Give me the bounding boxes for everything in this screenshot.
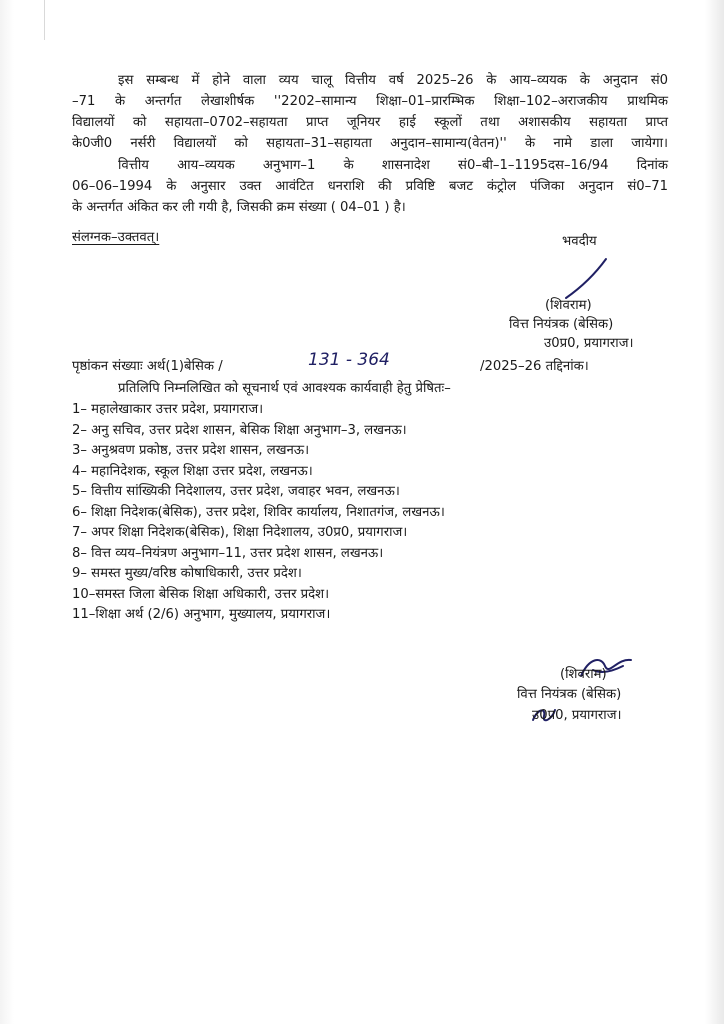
handwritten-endorsement-number: 131 - 364: [308, 350, 390, 370]
para2-line-3: के अन्तर्गत अंकित कर ली गयी है, जिसकी क्रम संख्या ( 04–01 ) है।: [72, 200, 406, 215]
recipient-item: 4– महानिदेशक, स्कूल शिक्षा उत्तर प्रदेश, लखनऊ।: [72, 464, 313, 479]
recipient-item: 5– वित्तीय सांख्यिकी निदेशालय, उत्तर प्रदेश, जवाहर भवन, लखनऊ।: [72, 484, 400, 499]
endorsement-suffix: /2025–26 तद्दिनांक।: [480, 359, 589, 374]
para1-line-2: –71 के अन्तर्गत लेखाशीर्षक ''2202–सामान्य शिक्षा–01–प्रारम्भिक शिक्षा–102–अराजकीय प्राथमिक: [72, 94, 668, 109]
signatory-name-2: (शिवराम): [560, 667, 607, 682]
closing-bhavdiya: भवदीय: [562, 234, 597, 249]
recipient-item: 3– अनुश्रवण प्रकोष्ठ, उत्तर प्रदेश शासन, लखनऊ।: [72, 443, 310, 458]
enclosure-note: संलग्नक–उक्तवत्।: [72, 230, 160, 245]
recipient-item: 6– शिक्षा निदेशक(बेसिक), उत्तर प्रदेश, शिविर कार्यालय, निशातगंज, लखनऊ।: [72, 505, 445, 520]
para1-line-4: के0जी0 नर्सरी विद्यालयों को सहायता–31–सहायता अनुदान–सामान्य(वेतन)'' के नामे डाला जायेगा।: [72, 136, 668, 151]
signatory-designation-1: वित्त नियंत्रक (बेसिक): [509, 317, 614, 332]
recipient-item: 1– महालेखाकार उत्तर प्रदेश, प्रयागराज।: [72, 402, 264, 417]
signatory-name-1: (शिवराम): [545, 298, 592, 313]
signatory-designation-2: वित्त नियंत्रक (बेसिक): [517, 687, 622, 702]
para2-line-1: वित्तीय आय–व्ययक अनुभाग–1 के शासनादेश सं0–बी–1–1195दस–16/94 दिनांक: [118, 158, 668, 173]
endorsement-intro: प्रतिलिपि निम्नलिखित को सूचनार्थ एवं आवश्यक कार्यवाही हेतु प्रेषितः–: [118, 381, 451, 396]
signatory-location-2: उ0प्र0, प्रयागराज।: [532, 708, 622, 723]
endorsement-prefix: पृष्ठांकन संख्याः अर्थ(1)बेसिक /: [72, 359, 223, 374]
recipient-item: 7– अपर शिक्षा निदेशक(बेसिक), शिक्षा निदेशालय, उ0प्र0, प्रयागराज।: [72, 525, 408, 540]
recipient-item: 9– समस्त मुख्य/वरिष्ठ कोषाधिकारी, उत्तर प्रदेश।: [72, 566, 302, 581]
signature-stroke-1: [560, 256, 610, 302]
recipient-item: 10–समस्त जिला बेसिक शिक्षा अधिकारी, उत्तर प्रदेश।: [72, 587, 330, 602]
para2-line-2: 06–06–1994 के अनुसार उक्त आवंटित धनराशि की प्रविष्टि बजट कंट्रोल पंजिका अनुदान सं0–71: [72, 179, 668, 194]
signatory-location-1: उ0प्र0, प्रयागराज।: [544, 336, 634, 351]
recipient-item: 8– वित्त व्यय–नियंत्रण अनुभाग–11, उत्तर प्रदेश शासन, लखनऊ।: [72, 546, 384, 561]
para1-line-3: विद्यालयों को सहायता–0702–सहायता प्राप्त जूनियर हाई स्कूलों तथा अशासकीय सहायता प्राप्त: [72, 115, 668, 130]
recipient-item: 11–शिक्षा अर्थ (2/6) अनुभाग, मुख्यालय, प्रयागराज।: [72, 607, 331, 622]
para1-line-1: इस सम्बन्ध में होने वाला व्यय चालू वित्तीय वर्ष 2025–26 के आय–व्ययक के अनुदान सं0: [118, 73, 668, 88]
recipient-item: 2– अनु सचिव, उत्तर प्रदेश शासन, बेसिक शिक्षा अनुभाग–3, लखनऊ।: [72, 423, 407, 438]
